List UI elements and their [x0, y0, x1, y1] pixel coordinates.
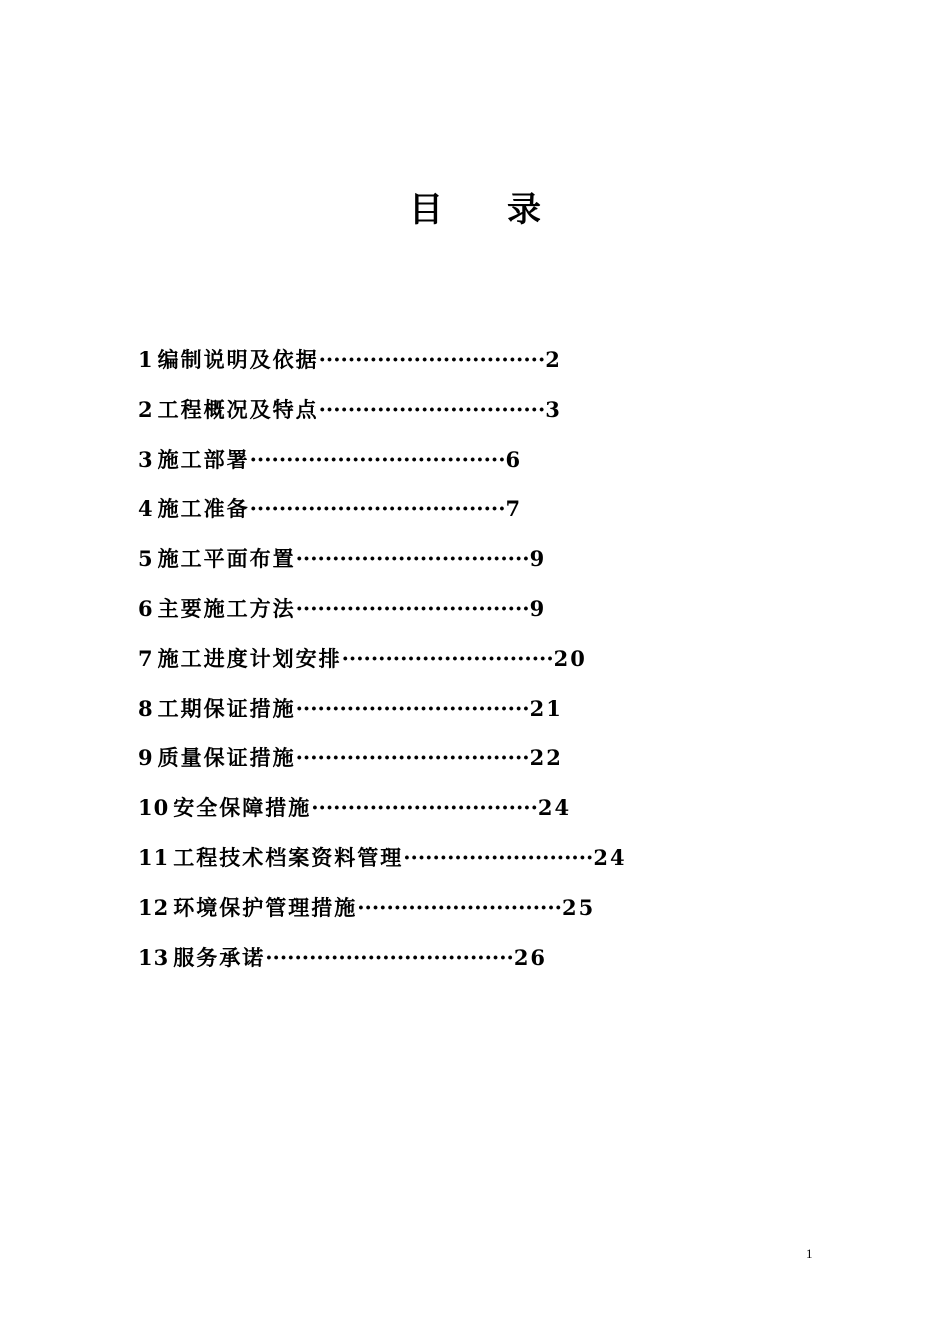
toc-entry[interactable] — [138, 390, 738, 440]
toc-entry-label: 编制说明及依据 — [157, 347, 319, 372]
toc-leader-dots: ····························· — [341, 645, 554, 671]
toc-entry[interactable] — [138, 440, 738, 490]
toc-entry-label: 工程技术档案资料管理 — [173, 844, 404, 870]
toc-leader-dots: ································ — [295, 745, 530, 771]
toc-leader-dots: ··································· — [249, 446, 506, 472]
toc-entry-page: 6 — [505, 446, 523, 472]
toc-entry[interactable] — [138, 838, 738, 888]
toc-entry-page: 21 — [529, 695, 563, 721]
toc-entry-page: 24 — [593, 844, 627, 870]
toc-entry-number: 5 — [138, 546, 154, 572]
toc-entry-page: 24 — [537, 795, 572, 821]
toc-leader-dots: ···························· — [357, 894, 562, 920]
toc-entry-label: 施工平面布置 — [157, 546, 296, 572]
toc-leader-dots: ······························· — [311, 795, 538, 821]
toc-entry-label: 施工进度计划安排 — [157, 645, 342, 671]
toc-leader-dots: ································ — [295, 695, 530, 721]
toc-entry-page: 22 — [529, 745, 563, 771]
toc-entry-label: 安全保障措施 — [173, 795, 312, 821]
toc-entry-number: 13 — [138, 944, 170, 970]
toc-entry-label: 施工准备 — [157, 496, 250, 522]
table-of-contents — [138, 340, 738, 987]
toc-entry-page: 9 — [529, 595, 547, 621]
toc-entry-number: 6 — [138, 595, 154, 621]
toc-entry[interactable] — [138, 489, 738, 539]
toc-entry-label: 环境保护管理措施 — [173, 894, 358, 920]
toc-entry[interactable] — [138, 539, 738, 589]
toc-leader-dots: ······························· — [318, 396, 546, 422]
toc-entry[interactable] — [138, 689, 738, 739]
toc-entry-label: 主要施工方法 — [157, 595, 296, 621]
toc-entry[interactable] — [138, 738, 738, 788]
toc-entry-page: 9 — [529, 546, 547, 572]
toc-leader-dots: ··································· — [249, 496, 506, 522]
toc-entry[interactable] — [138, 589, 738, 639]
toc-entry-number: 10 — [138, 795, 170, 821]
toc-entry-number: 9 — [138, 745, 154, 771]
toc-entry-number: 12 — [138, 894, 170, 920]
toc-entry-label: 工程概况及特点 — [157, 396, 319, 422]
toc-entry-label: 服务承诺 — [173, 944, 266, 970]
toc-entry-number: 11 — [138, 844, 170, 870]
toc-entry[interactable] — [138, 938, 738, 988]
toc-entry[interactable] — [138, 639, 738, 689]
toc-entry-number: 2 — [138, 396, 154, 422]
toc-leader-dots: ································ — [295, 595, 530, 621]
toc-entry-page: 2 — [545, 347, 562, 372]
toc-entry-number: 8 — [138, 695, 154, 721]
toc-leader-dots: ·································· — [265, 944, 514, 970]
toc-entry-page: 7 — [505, 496, 523, 522]
page-number: 1 — [806, 1246, 813, 1261]
toc-entry-page: 26 — [513, 944, 548, 970]
toc-entry-number: 7 — [138, 645, 154, 671]
toc-entry-label: 工期保证措施 — [157, 695, 296, 721]
toc-entry-number: 1 — [138, 347, 154, 372]
toc-title-char-2: 录 — [507, 190, 541, 230]
toc-entry-number: 4 — [138, 496, 154, 522]
toc-title-char-1: 目 — [409, 190, 443, 230]
toc-entry[interactable] — [138, 788, 738, 838]
toc-entry-page: 20 — [553, 645, 587, 671]
toc-entry-label: 施工部署 — [157, 446, 250, 472]
toc-leader-dots: ································ — [295, 546, 530, 572]
toc-leader-dots: ······························· — [318, 347, 546, 372]
toc-entry[interactable] — [138, 888, 738, 938]
toc-entry[interactable] — [138, 340, 738, 390]
toc-entry-label: 质量保证措施 — [157, 745, 296, 771]
toc-entry-number: 3 — [138, 446, 154, 472]
toc-entry-page: 25 — [561, 894, 596, 920]
toc-leader-dots: ·························· — [403, 844, 594, 870]
toc-entry-page: 3 — [545, 396, 562, 422]
toc-title — [0, 188, 950, 232]
